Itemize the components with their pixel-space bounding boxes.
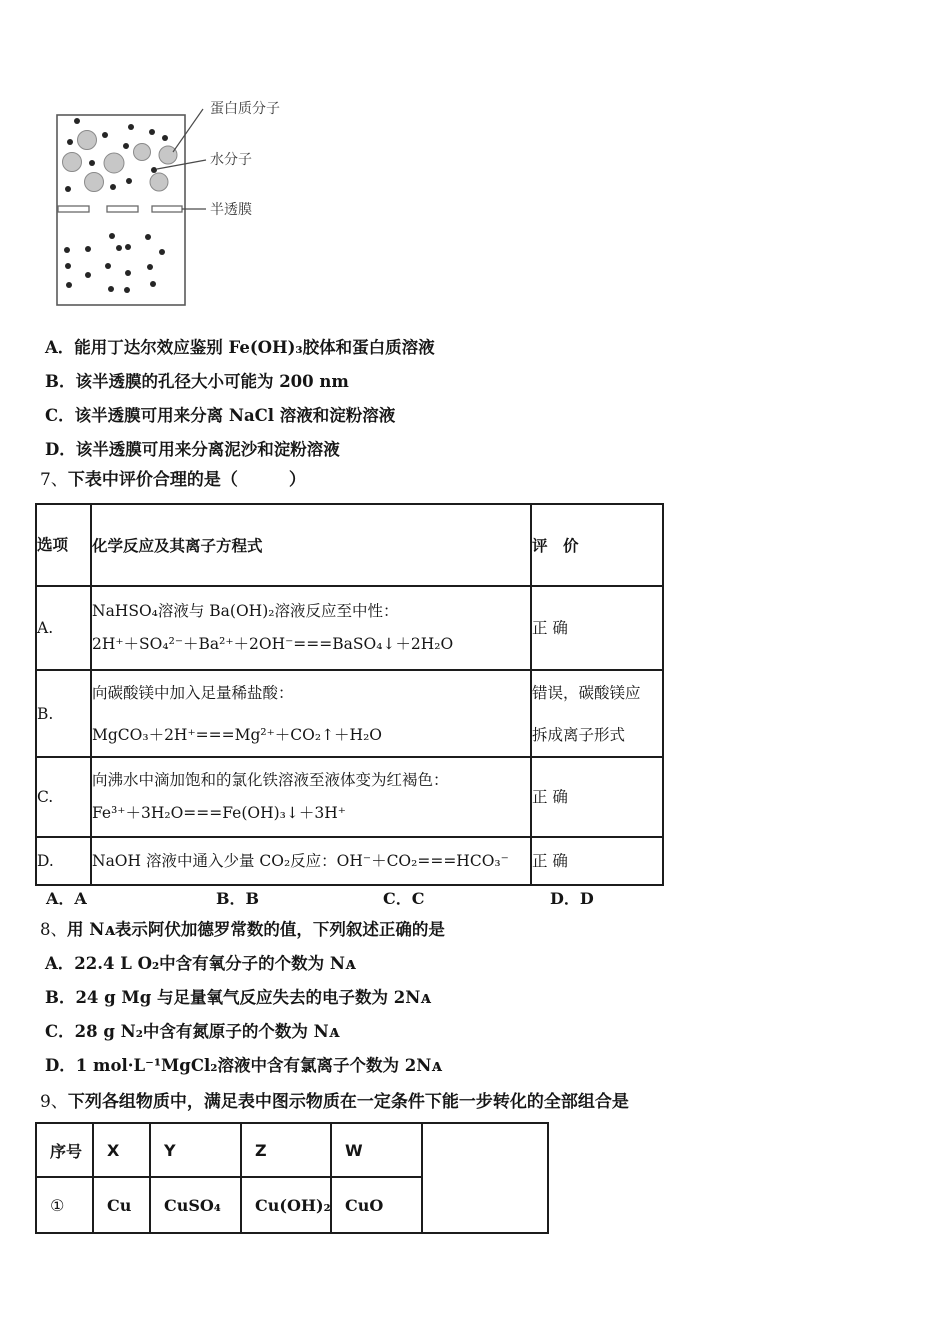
q9-number: 9、 xyxy=(40,1092,68,1112)
q9-empty-cell xyxy=(422,1123,548,1233)
q8-prompt xyxy=(40,913,445,947)
question9-prompt xyxy=(40,1085,629,1119)
q6-option-b: B．该半透膜的孔径大小可能为 200 nm xyxy=(45,372,349,391)
protein-molecule-label: 蛋白质分子 xyxy=(210,101,280,117)
q7-row-b-evaluation: 错误，碳酸镁应 xyxy=(532,683,641,702)
question7-prompt xyxy=(40,463,306,497)
q9-table-header-row xyxy=(36,1123,548,1177)
q9-row1-w: CuO xyxy=(331,1177,422,1233)
q6-option-c: C．该半透膜可用来分离 NaCl 溶液和淀粉溶液 xyxy=(45,406,396,425)
q7-row-b-description: 向碳酸镁中加入足量稀盐酸： xyxy=(92,683,294,702)
q7-row-c-equation: Fe³⁺＋3H₂O===Fe(OH)₃↓＋3H⁺ xyxy=(92,804,346,822)
q7-row-d-description: NaOH 溶液中通入少量 CO₂反应：OH⁻＋CO₂===HCO₃⁻ xyxy=(92,851,509,870)
q9-prompt-text: 下列各组物质中，满足表中图示物质在一定条件下能一步转化的全部组合是 xyxy=(67,1092,629,1112)
q9-substance-table xyxy=(35,1122,549,1234)
q7-number: 7、 xyxy=(40,470,68,490)
q7-answer-c: C．C xyxy=(383,889,425,908)
q7-row-b-evaluation-line2: 拆成离子形式 xyxy=(532,725,626,744)
q9-header-y: Y xyxy=(150,1123,241,1177)
q9-row1-y: CuSO₄ xyxy=(150,1177,241,1233)
q8-option-b: B．24 g Mg 与足量氧气反应失去的电子数为 2Nᴀ xyxy=(45,988,431,1007)
q7-row-c-evaluation: 正 确 xyxy=(532,787,568,806)
q7-header-option: 选项 xyxy=(37,536,69,554)
question8 xyxy=(40,913,445,1083)
water-molecule-label: 水分子 xyxy=(210,152,252,168)
q7-header-evaluation: 评 价 xyxy=(532,537,579,555)
q8-option-a: A．22.4 L O₂中含有氧分子的个数为 Nᴀ xyxy=(45,954,356,973)
q7-evaluation-table xyxy=(35,503,664,886)
q7-row-b-equation: MgCO₃＋2H⁺===Mg²⁺＋CO₂↑＋H₂O xyxy=(92,725,382,744)
q7-header-equation: 化学反应及其离子方程式 xyxy=(92,537,263,555)
q9-row1-z: Cu(OH)₂ xyxy=(241,1177,331,1233)
q9-header-w: W xyxy=(331,1123,422,1177)
q7-table-row-d xyxy=(36,837,663,885)
q8-prompt-text: 用 Nᴀ表示阿伏加德罗常数的值，下列叙述正确的是 xyxy=(67,920,445,939)
q7-row-a-description: NaHSO₄溶液与 Ba(OH)₂溶液反应至中性： xyxy=(92,602,399,620)
q6-option-d: D．该半透膜可用来分离泥沙和淀粉溶液 xyxy=(45,440,340,459)
q7-answer-d: D．D xyxy=(550,889,594,908)
q7-row-a-equation: 2H⁺＋SO₄²⁻＋Ba²⁺＋2OH⁻===BaSO₄↓＋2H₂O xyxy=(92,635,454,653)
q8-number: 8、 xyxy=(40,920,67,939)
q7-table-row-a xyxy=(36,586,663,670)
q9-row1-index: ① xyxy=(36,1177,93,1233)
question6-options xyxy=(45,331,435,467)
q7-row-d-option: D. xyxy=(36,837,91,885)
q7-row-c-option: C. xyxy=(36,757,91,837)
q7-row-d-evaluation: 正 确 xyxy=(532,851,568,870)
q7-row-b-option: B. xyxy=(36,670,91,757)
q7-answer-choices xyxy=(0,888,950,910)
q7-row-c-description: 向沸水中滴加饱和的氯化铁溶液至液体变为红褐色： xyxy=(92,771,449,789)
q7-table-row-b xyxy=(36,670,663,757)
membrane-label: 半透膜 xyxy=(210,202,252,218)
q8-option-d: D．1 mol·L⁻¹MgCl₂溶液中含有氯离子个数为 2Nᴀ xyxy=(45,1056,442,1075)
q9-header-x: X xyxy=(93,1123,150,1177)
q7-table-header-row xyxy=(36,504,663,586)
q7-answer-a: A．A xyxy=(46,889,87,908)
membrane-slits xyxy=(58,206,182,212)
q7-answer-b: B．B xyxy=(216,889,260,908)
q9-row1-x: Cu xyxy=(93,1177,150,1233)
q8-option-c: C．28 g N₂中含有氮原子的个数为 Nᴀ xyxy=(45,1022,340,1041)
q9-header-index: 序号 xyxy=(36,1123,93,1177)
q7-table-row-c xyxy=(36,757,663,837)
q6-option-a: A．能用丁达尔效应鉴别 Fe(OH)₃胶体和蛋白质溶液 xyxy=(45,338,435,357)
q7-row-a-option: A. xyxy=(36,586,91,670)
q7-prompt-text: 下表中评价合理的是（ ） xyxy=(67,470,306,490)
q9-header-z: Z xyxy=(241,1123,331,1177)
membrane-diagram xyxy=(45,95,365,330)
q7-row-a-evaluation: 正 确 xyxy=(532,618,568,637)
